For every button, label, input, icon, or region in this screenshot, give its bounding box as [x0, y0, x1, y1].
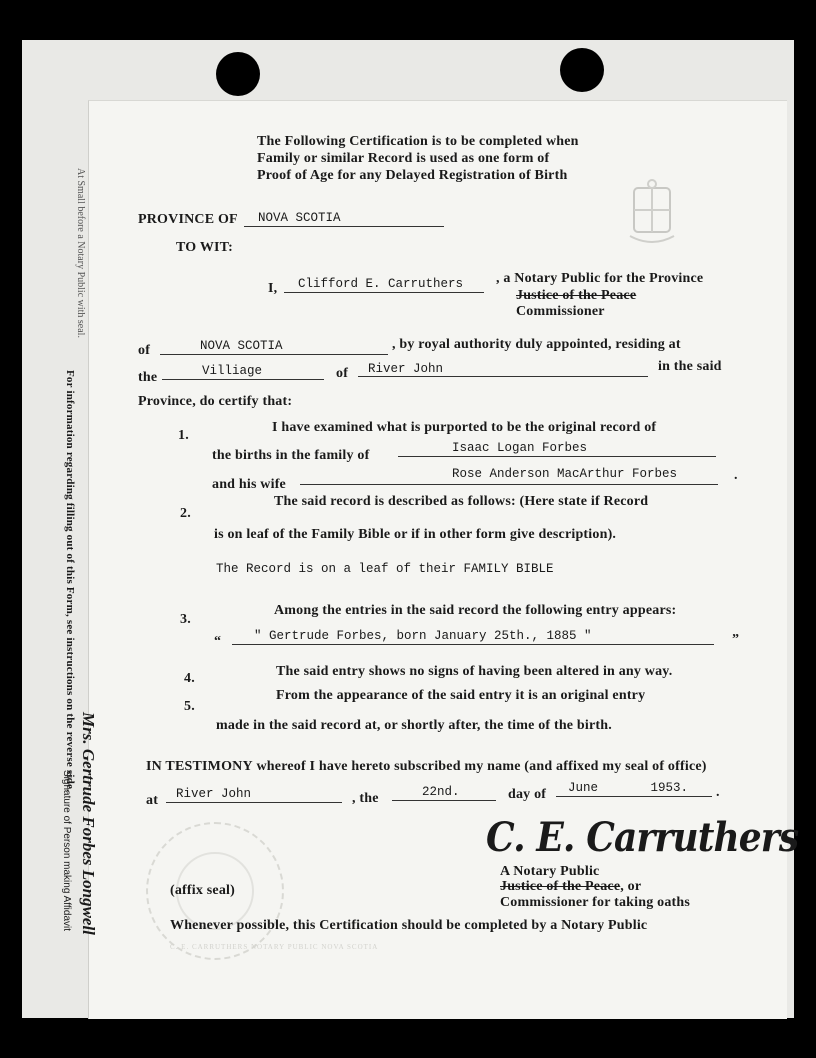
sig-line-3: Commissioner for taking oaths [500, 895, 691, 910]
father-name-value: Isaac Logan Forbes [452, 441, 588, 455]
at-place-value: River John [176, 787, 252, 801]
info-note: For information regarding filling out of this Form, see instructions on the reverse side. [64, 370, 76, 793]
item-4-text: The said entry shows no signs of having been altered in any way. [276, 664, 673, 679]
province-certify-label: Province, do certify that: [138, 394, 293, 409]
justice-label: Justice of the Peace [516, 288, 637, 303]
end-period: . [716, 785, 720, 800]
seal-text: C. E. CARRUTHERS NOTARY PUBLIC NOVA SCOTIA [170, 943, 379, 951]
punch-hole-left [216, 52, 260, 96]
of-province-line [160, 354, 388, 355]
affidavit-label: Signature of Person making Affidavit [61, 770, 72, 932]
wife-period: . [734, 468, 738, 483]
testimony-bold: IN TESTIMONY [146, 759, 253, 774]
back-sheet-note: At Small before a Notary Public with seal. [75, 168, 86, 338]
notary-province-label: , a Notary Public for the Province [496, 271, 704, 286]
royal-authority-label: , by royal authority duly appointed, residing at [392, 337, 681, 352]
item-1-line-2: the births in the family of [212, 448, 370, 463]
item-2-number: 2. [180, 506, 191, 521]
affidavit-signature: Mrs. Gertrude Forbes Longwell [79, 712, 98, 935]
residence-type-line [162, 379, 324, 380]
header-line-3: Proof of Age for any Delayed Registration of Birth [257, 168, 568, 183]
the-day-label: , the [352, 791, 379, 806]
day-of-label: day of [508, 787, 547, 802]
residence-type-value: Villiage [202, 364, 263, 378]
at-place-line [166, 802, 342, 803]
day-line [392, 800, 496, 801]
testimony-rest: whereof I have hereto subscribed my name (and affixed my seal of office) [252, 759, 707, 774]
item-5-number: 5. [184, 699, 195, 714]
i-label: I, [268, 281, 278, 296]
header-line-1: The Following Certification is to be completed when [257, 134, 579, 149]
footer-note: Whenever possible, this Certification should be completed by a Notary Public [170, 918, 648, 933]
item-1-line-1: I have examined what is purported to be the original record of [272, 420, 657, 435]
coat-of-arms-icon [626, 178, 678, 248]
punch-hole-right [560, 48, 604, 92]
sig-line-1: A Notary Public [500, 864, 600, 879]
the-label: the [138, 370, 158, 385]
father-line [398, 456, 716, 457]
record-description-value: The Record is on a leaf of their FAMILY BIBLE [216, 562, 554, 576]
residence-place-line [358, 376, 648, 377]
wife-name-value: Rose Anderson MacArthur Forbes [452, 467, 678, 481]
close-quote: ” [732, 632, 740, 647]
affix-seal-label: (affix seal) [170, 883, 235, 898]
notary-signature: C. E. Carruthers [486, 814, 799, 861]
item-1-number: 1. [178, 428, 189, 443]
sig-justice: Justice of the Peace [500, 879, 621, 894]
day-value: 22nd. [422, 785, 460, 799]
item-5-line-1: From the appearance of the said entry it is an original entry [276, 688, 646, 703]
notary-name-value: Clifford E. Carruthers [298, 277, 464, 291]
entry-value: " Gertrude Forbes, born January 25th., 1885 " [254, 629, 592, 643]
wife-line [300, 484, 718, 485]
province-value: NOVA SCOTIA [258, 211, 341, 225]
in-the-said-label: in the said [658, 359, 722, 374]
item-3-number: 3. [180, 612, 191, 627]
testimony-text [146, 759, 707, 775]
sig-or: , or [620, 879, 642, 894]
item-5-line-2: made in the said record at, or shortly after, the time of the birth. [216, 718, 612, 733]
month-year-value: June 1953. [568, 781, 689, 795]
at-label: at [146, 793, 159, 808]
entry-line [232, 644, 714, 645]
item-3-line-1: Among the entries in the said record the following entry appears: [274, 603, 677, 618]
open-quote: “ [214, 634, 222, 649]
of-label-2: of [336, 366, 349, 381]
commissioner-label: Commissioner [516, 304, 605, 319]
header-line-2: Family or similar Record is used as one form of [257, 151, 550, 166]
to-wit-label: TO WIT: [176, 240, 234, 255]
item-2-line-2: is on leaf of the Family Bible or if in other form give description). [214, 527, 617, 542]
of-label: of [138, 343, 151, 358]
province-line [244, 226, 444, 227]
item-2-line-1: The said record is described as follows: (Here state if Record [274, 494, 649, 509]
month-year-line [556, 796, 712, 797]
and-his-wife-label: and his wife [212, 477, 286, 492]
item-4-number: 4. [184, 671, 195, 686]
residence-place-value: River John [368, 362, 444, 376]
of-province-value: NOVA SCOTIA [200, 339, 283, 353]
notary-name-line [284, 292, 484, 293]
province-of-label: PROVINCE OF [138, 212, 238, 227]
